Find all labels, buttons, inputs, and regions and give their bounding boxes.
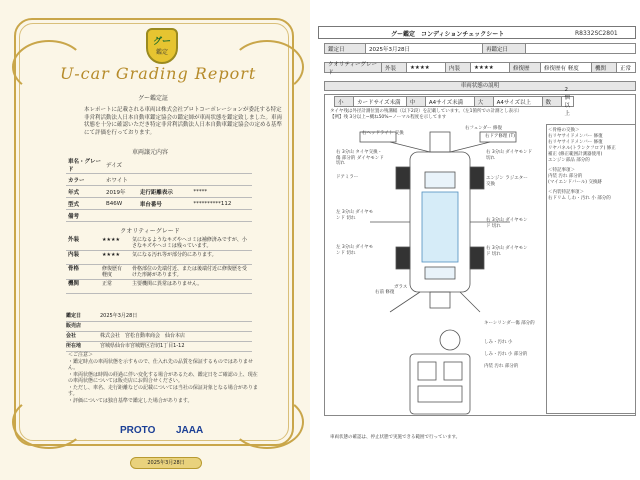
legend-item: リヤパネル(トランクフロア) 修正 bbox=[548, 146, 616, 151]
engine-label: 機関 bbox=[592, 63, 617, 72]
engine-value: 正常 bbox=[620, 65, 632, 72]
size-desc: A4サイズ以上 bbox=[494, 97, 543, 106]
quality-key: 骨格 bbox=[66, 265, 100, 280]
legend-item: 補正 (修正範囲計測器使用) bbox=[548, 152, 603, 157]
note-item: ・評価については独自基準で鑑定した場合があります。 bbox=[68, 397, 193, 404]
notes-title: ＜ご注意＞ bbox=[68, 352, 94, 358]
date-stamp: 2025年3月28日 bbox=[130, 457, 202, 469]
goo-appraisal-emblem-icon bbox=[146, 28, 178, 64]
certificate-script-title: U-car Grading Report bbox=[60, 64, 257, 83]
vehicle-section-heading: 車両譲元内容 bbox=[131, 149, 168, 156]
vehicle-value: ホワイト bbox=[104, 174, 252, 186]
size-code: 数 bbox=[543, 97, 562, 106]
status-section-title: 車両状態の説明 bbox=[324, 81, 636, 91]
dealer-key: 会社 bbox=[66, 333, 77, 339]
quality-desc: 骨格部位の先端付近、または後端付近に修復歴を受けた形跡があります。 bbox=[130, 265, 252, 280]
appraisal-date: 2025年3月28日 bbox=[366, 44, 483, 53]
note-item: ・車両状態は時間の経過に伴い変化する場合があるため、鑑定日をご確認の上、現在の車両状態については販売店にお問合せください。 bbox=[68, 371, 258, 384]
emblem-bottom-text: 鑑定 bbox=[155, 49, 168, 56]
dealer-key: 販売店 bbox=[66, 323, 82, 329]
vehicle-value: ***** bbox=[191, 186, 252, 198]
emblem-top-text: グー bbox=[152, 37, 171, 47]
certificate-subtitle: グー鑑定証 bbox=[138, 95, 169, 102]
vehicle-value: デイズ bbox=[104, 157, 252, 174]
damage-label: 右ヘッドライト 交換 bbox=[362, 131, 404, 136]
quality-rating: 修復歴有 軽度 bbox=[100, 265, 130, 280]
proto-logo: PROTO bbox=[120, 425, 156, 436]
damage-label: キーシリンダー傷 部分的 bbox=[484, 321, 535, 326]
quality-key: 外装 bbox=[66, 236, 100, 251]
damage-label: 右前 修復 bbox=[375, 290, 395, 295]
vehicle-key: 走行距離表示 bbox=[138, 186, 191, 198]
size-code: 中 bbox=[407, 97, 426, 106]
tire-note: タイヤ残は外径計測位置の残溝幅（以下2段）を記載しています。（左1箇所での計測とし表示） bbox=[330, 109, 523, 114]
exterior-label: 外装 bbox=[382, 63, 407, 72]
damage-label: エンジン ラジエター交換 bbox=[486, 176, 528, 187]
damage-label: 内装 汚れ 部分的 bbox=[484, 364, 519, 369]
legend-item: エンジン部品 部分的 bbox=[548, 158, 590, 163]
legend-item: ＜特記事項＞ bbox=[548, 168, 575, 173]
table-row bbox=[66, 312, 252, 322]
damage-label: ガラス bbox=[394, 285, 408, 290]
damage-label: 右ドア修理 (T) bbox=[485, 134, 516, 139]
vehicle-value: 2019年 bbox=[104, 186, 138, 198]
note-item: ・ただし、車名、走行距離などの記載については当社の保証対象となる場合があります。 bbox=[68, 384, 258, 397]
legend-item: ＜骨格の交換＞ bbox=[548, 128, 580, 133]
vehicle-key: 型式 bbox=[66, 198, 104, 210]
legend-item: 右リヤサイドメンバー 修復 bbox=[548, 134, 603, 139]
size-desc: カードサイズ未満 bbox=[354, 97, 407, 106]
damage-label: 右 3分山 ダイヤモンド 切れ bbox=[486, 218, 528, 229]
certificate-notes bbox=[68, 352, 258, 404]
quality-table bbox=[66, 236, 252, 294]
table-row bbox=[66, 198, 252, 210]
table-row bbox=[66, 174, 252, 186]
table-row bbox=[66, 236, 252, 251]
status-frame bbox=[324, 94, 636, 416]
quality-rating: ★★★★ bbox=[100, 251, 130, 265]
table-row bbox=[66, 157, 252, 174]
appraisal-date-label: 鑑定日 bbox=[325, 44, 366, 53]
quality-desc: 気になる汚れ等が部分的にあります。 bbox=[130, 251, 252, 265]
quality-key: 内装 bbox=[66, 251, 100, 265]
table-row bbox=[66, 186, 252, 198]
legend-item: 右ドリム しわ・汚れ 小 部分的 bbox=[548, 196, 611, 201]
quality-rating: ★★★★ bbox=[100, 236, 130, 251]
damage-label: 右 3分山 ダイヤモンド 切れ bbox=[486, 246, 528, 257]
legend-item: ＜内装特記事項＞ bbox=[548, 190, 584, 195]
table-row bbox=[66, 251, 252, 265]
table-row bbox=[66, 210, 252, 222]
dealer-value: 2025年3月28日 bbox=[100, 313, 138, 319]
dealer-key: 鑑定日 bbox=[66, 313, 82, 319]
size-desc: A4サイズ未満 bbox=[426, 97, 475, 106]
damage-label: 右フェンダー 修復 bbox=[465, 126, 503, 131]
reappraisal-label: 再鑑定日 bbox=[483, 44, 526, 53]
sheet-footer-note: 車両状態の確認は、停止状態で実施できる範囲で行っています。 bbox=[330, 435, 461, 440]
vehicle-key: カラー bbox=[66, 174, 104, 186]
jaaa-logo: JAAA bbox=[176, 425, 204, 436]
dealer-info bbox=[66, 312, 252, 352]
interior-label: 内装 bbox=[446, 63, 471, 72]
example-note: 【例】残 3分以上~概ね50%~ノーマル程度を示してます bbox=[330, 115, 447, 120]
sheet-code: R8332SC2801 bbox=[575, 30, 618, 37]
quality-key: 機関 bbox=[66, 280, 100, 294]
size-desc: 個以上 bbox=[564, 94, 571, 117]
table-row bbox=[66, 265, 252, 280]
quality-desc: 主要機関に異常はありません。 bbox=[130, 280, 252, 294]
legend-item: (マイエンドバール) 交換跡 bbox=[548, 180, 602, 185]
dealer-key: 所在地 bbox=[66, 343, 82, 349]
damage-label: ドアミラー bbox=[336, 175, 359, 180]
damage-label: 左 3分山 ダイヤモンド 切れ bbox=[336, 245, 374, 256]
damage-label: しみ・汚れ 小 bbox=[484, 340, 513, 345]
dealer-value: 株式会社 宮松自動車商会 仙台本店 bbox=[100, 333, 186, 339]
vehicle-value: B46W bbox=[104, 198, 138, 210]
damage-label: 左 3分山 ダイヤモンド 切れ bbox=[336, 210, 374, 221]
damage-label: 右 3分山 タイヤ交換・傷 部分的 ダイヤモンド 切れ bbox=[336, 150, 384, 166]
sheet-title: グー鑑定 コンディションチェックシート bbox=[391, 31, 505, 38]
repair-value: 修復歴有 軽度 bbox=[541, 63, 592, 72]
damage-label: 右 3分山 ダイヤモンド 切れ bbox=[486, 150, 533, 161]
note-item: ・鑑定時点の車両状態を示すもので、仕入れ先の品質を保証するものではありません。 bbox=[68, 358, 253, 371]
certificate-intro: 本レポートに記載される車両は株式会社プロトコーポレーションが委託する特定非営利活動法人日本自動車鑑定協会の鑑定師が車両状態を鑑定致しました。車両状態を十分に確認いただき特定非営利活動法人日本自動車鑑定協会の定める基準にて評価を行っております。 bbox=[84, 107, 283, 136]
appraisal-date-row bbox=[324, 43, 636, 54]
size-code: 大 bbox=[475, 97, 494, 106]
dealer-value: 宮城県仙台市宮城野区岩切1丁目1-12 bbox=[100, 343, 185, 349]
table-row bbox=[66, 342, 252, 352]
legend-item: 右リヤサイドメンバー 修復 bbox=[548, 140, 603, 145]
vehicle-key: 車台番号 bbox=[138, 198, 191, 210]
vehicle-value bbox=[104, 210, 252, 222]
repair-label: 修復歴 bbox=[510, 63, 541, 72]
size-code: 小 bbox=[335, 97, 354, 106]
interior-rating: ★★★★ bbox=[471, 63, 510, 72]
vehicle-key: 備考 bbox=[66, 210, 104, 222]
table-row bbox=[66, 280, 252, 294]
vehicle-table bbox=[66, 157, 252, 222]
table-row bbox=[66, 322, 252, 332]
grade-label: クオリティーグレード bbox=[325, 63, 382, 72]
vehicle-value: **********112 bbox=[191, 198, 252, 210]
table-row bbox=[66, 332, 252, 342]
reappraisal-date bbox=[526, 44, 635, 53]
quality-grade-row bbox=[324, 61, 636, 76]
vehicle-key: 車名・グレード bbox=[66, 157, 104, 174]
quality-rating: 正常 bbox=[100, 280, 130, 294]
quality-section-heading: クオリティーグレード bbox=[120, 228, 180, 235]
vehicle-key: 年式 bbox=[66, 186, 104, 198]
damage-label: しみ・汚れ 小 部分的 bbox=[484, 352, 528, 357]
quality-desc: 気になるようなキズやヘコミは補修済みですが、小さなキズやヘコミは残っています。 bbox=[130, 236, 252, 251]
exterior-rating: ★★★★ bbox=[407, 63, 446, 72]
legend-item: 内装 汚れ 部分的 bbox=[548, 174, 583, 179]
